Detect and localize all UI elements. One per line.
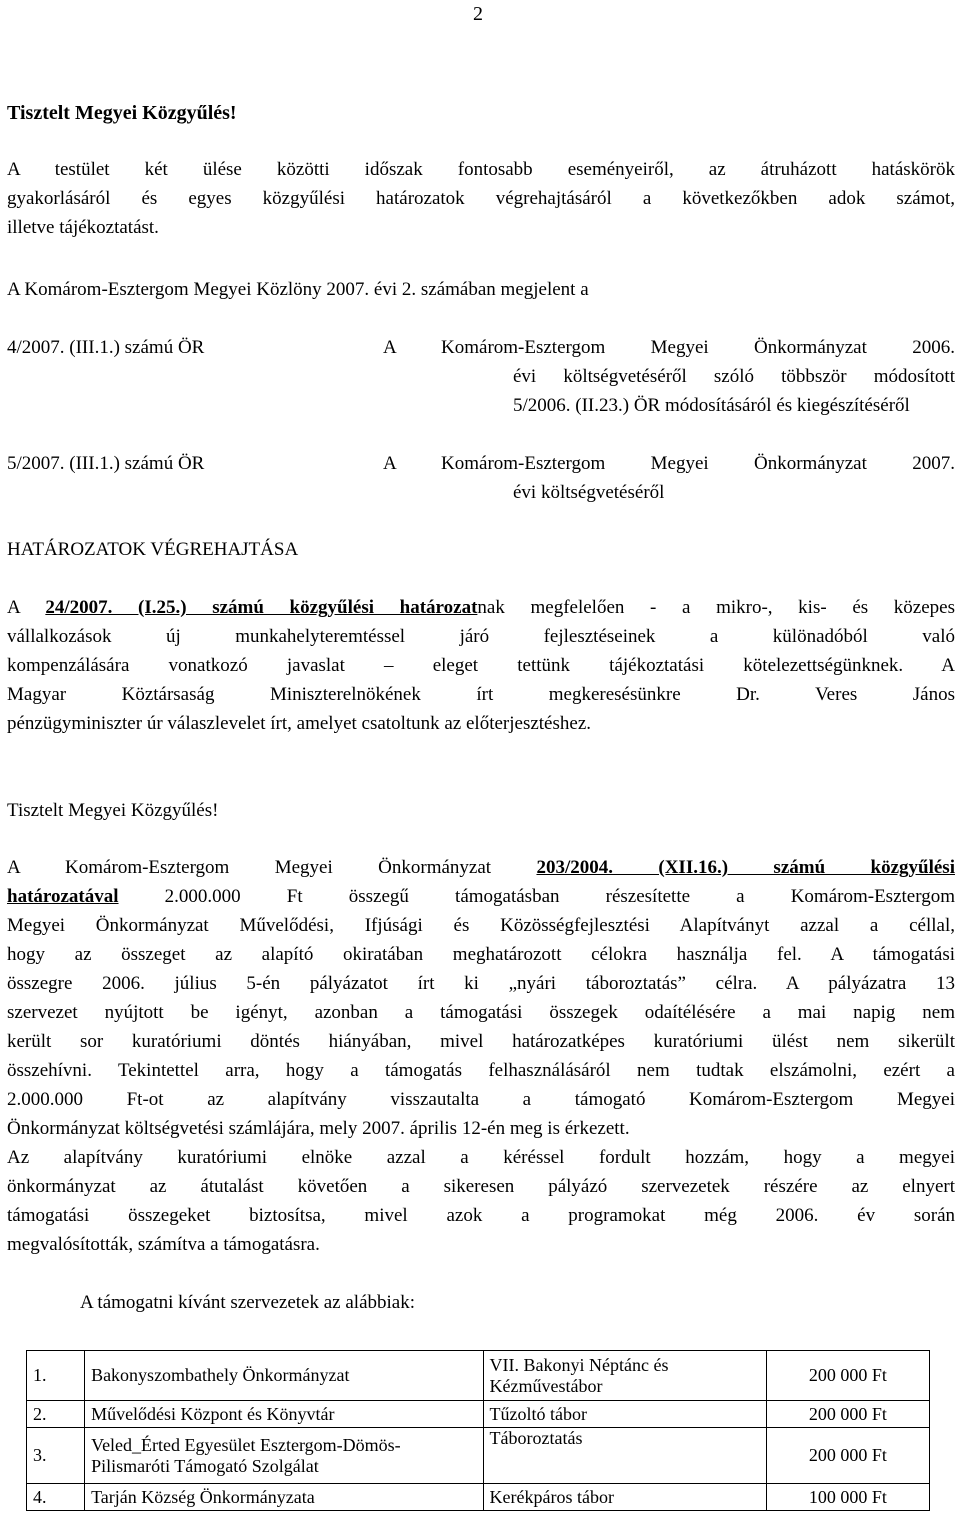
para2-line: Megyei Önkormányzat Művelődési, Ifjúsági és Közösségfejlesztési Alapítványt azzal a céllal, <box>7 915 955 936</box>
para2-line-1: A Komárom-Esztergom Megyei Önkormányzat 203/2004. (XII.16.) számú közgyűlési <box>7 857 955 878</box>
intro-line-3: illetve tájékoztatást. <box>7 217 159 238</box>
para2-line: szervezet nyújtott be igényt, azonban a támogatási összegek odaítélésére a mai napig nem <box>7 1002 955 1023</box>
salutation-heading: Tisztelt Megyei Közgyűlés! <box>7 102 237 124</box>
para1-line: Magyar Köztársaság Miniszterelnökének írt megkeresésünkre Dr. Veres János <box>7 684 955 705</box>
para1-line: pénzügyminiszter úr válaszlevelet írt, amelyet csatoltunk az előterjesztéshez. <box>7 713 591 734</box>
para2-line: összegre 2006. július 5-én pályázatot írt ki „nyári táboroztatás” célra. A pályázatra 13 <box>7 973 955 994</box>
para3-line: önkormányzat az átutalást követően a sikeresen pályázó szervezetek részére az elnyert <box>7 1176 955 1197</box>
regulation-title-line: A Komárom-Esztergom Megyei Önkormányzat 2006. <box>383 337 955 358</box>
regulation-title-line: A Komárom-Esztergom Megyei Önkormányzat 2007. <box>383 453 955 474</box>
camp-cell: Táboroztatás <box>483 1428 766 1484</box>
amount-cell: 200 000 Ft <box>766 1428 929 1484</box>
intro-line-1: A testület két ülése közötti időszak fontosabb eseményeiről, az átruházott hatáskörök <box>7 159 955 180</box>
amount-cell: 100 000 Ft <box>766 1484 929 1511</box>
kozlony-line: A Komárom-Esztergom Megyei Közlöny 2007. évi 2. számában megjelent a <box>7 279 589 300</box>
row-number: 1. <box>27 1351 85 1401</box>
camp-cell: Tűzoltó tábor <box>483 1401 766 1428</box>
para2-line: Önkormányzat költségvetési számlájára, mely 2007. április 12-én meg is érkezett. <box>7 1118 630 1139</box>
regulation-number: 4/2007. (III.1.) számú ÖR <box>7 337 205 358</box>
para2-line-2: határozatával 2.000.000 Ft összegű támogatásban részesítette a Komárom-Esztergom <box>7 886 955 907</box>
camp-cell: VII. Bakonyi Néptánc és Kézművestábor <box>483 1351 766 1401</box>
resolution-reference: határozatával <box>7 886 119 907</box>
page-number: 2 <box>473 3 483 25</box>
regulation-number: 5/2007. (III.1.) számú ÖR <box>7 453 205 474</box>
salutation-2: Tisztelt Megyei Közgyűlés! <box>7 800 219 821</box>
para2-line: hogy az összeget az alapító okiratában meghatározott célokra használja fel. A támogatási <box>7 944 955 965</box>
para1-line-1: A 24/2007. (I.25.) számú közgyűlési határozatnak megfelelően - a mikro-, kis- és közepes <box>7 597 955 618</box>
para1-line: kompenzálására vonatkozó javaslat – eleget tettünk tájékoztatási kötelezettségünknek. A <box>7 655 955 676</box>
para2-line: került sor kuratóriumi döntés hiányában, mivel határozatképes kuratóriumi ülést nem sikerült <box>7 1031 955 1052</box>
resolution-reference: 24/2007. (I.25.) számú közgyűlési határozat <box>45 597 478 618</box>
section-heading: HATÁROZATOK VÉGREHAJTÁSA <box>7 539 299 560</box>
table-row <box>27 1428 930 1484</box>
table-row <box>27 1351 930 1401</box>
para3-line: Az alapítvány kuratóriumi elnöke azzal a kéréssel fordult hozzám, hogy a megyei <box>7 1147 955 1168</box>
table-row <box>27 1484 930 1511</box>
resolution-reference: 203/2004. (XII.16.) számú közgyűlési <box>536 857 955 878</box>
para2-line: 2.000.000 Ft-ot az alapítvány visszautalta a támogató Komárom-Esztergom Megyei <box>7 1089 955 1110</box>
organization-cell: Tarján Község Önkormányzata <box>85 1484 483 1511</box>
table-row <box>27 1401 930 1428</box>
supported-organizations-table <box>26 1350 930 1511</box>
regulation-title-line: évi költségvetéséről <box>513 482 665 503</box>
organization-cell: Veled_Érted Egyesület Esztergom-Dömös- Pilismaróti Támogató Szolgálat <box>85 1428 483 1484</box>
para3-line: támogatási összegeket biztosítsa, mivel azok a programokat még 2006. év során <box>7 1205 955 1226</box>
para1-line: vállalkozások új munkahelyteremtéssel járó fejlesztéseinek a különadóból való <box>7 626 955 647</box>
row-number: 2. <box>27 1401 85 1428</box>
row-number: 4. <box>27 1484 85 1511</box>
row-number: 3. <box>27 1428 85 1484</box>
amount-cell: 200 000 Ft <box>766 1401 929 1428</box>
regulation-title-line: 5/2006. (II.23.) ÖR módosításáról és kiegészítéséről <box>513 395 910 416</box>
intro-line-2: gyakorlásáról és egyes közgyűlési határozatok végrehajtásáról a következőkben adok számot, <box>7 188 955 209</box>
amount-cell: 200 000 Ft <box>766 1351 929 1401</box>
para3-line: megvalósították, számítva a támogatásra. <box>7 1234 320 1255</box>
organization-cell: Bakonyszombathely Önkormányzat <box>85 1351 483 1401</box>
camp-cell: Kerékpáros tábor <box>483 1484 766 1511</box>
para2-line: összehívni. Tekintettel arra, hogy a támogatás felhasználásáról nem tudtak elszámolni, ezért a <box>7 1060 955 1081</box>
regulation-title-line: évi költségvetéséről szóló többször módosított <box>513 366 955 387</box>
organization-cell: Művelődési Központ és Könyvtár <box>85 1401 483 1428</box>
table-intro: A támogatni kívánt szervezetek az alábbiak: <box>80 1292 415 1313</box>
